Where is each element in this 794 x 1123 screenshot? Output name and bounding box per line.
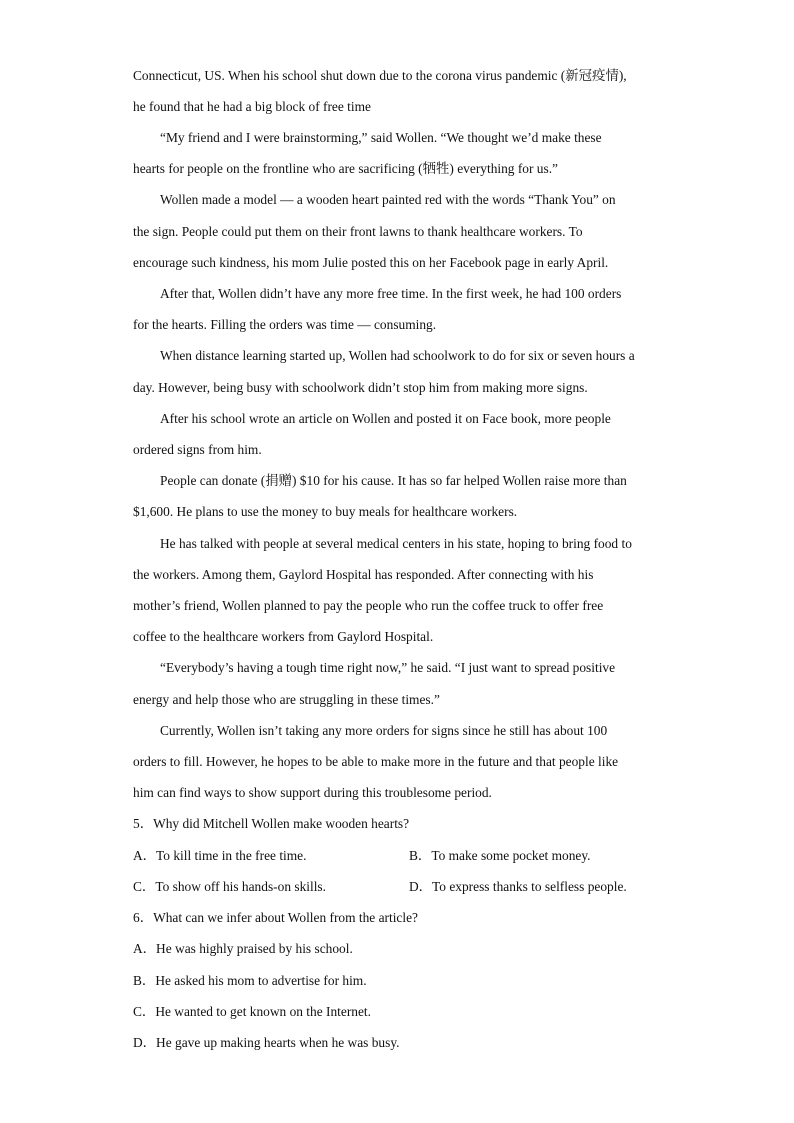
passage-line: After his school wrote an article on Wollen and posted it on Face book, more people (160, 411, 611, 426)
question-6-option-c: C．He wanted to get known on the Internet. (133, 1004, 371, 1019)
question-6-stem: 6．What can we infer about Wollen from the article? (133, 910, 418, 925)
passage-line: “My friend and I were brainstorming,” said Wollen. “We thought we’d make these (160, 130, 602, 145)
passage-line: People can donate (捐赠) $10 for his cause. It has so far helped Wollen raise more than (160, 473, 627, 488)
question-6-option-d: D．He gave up making hearts when he was busy. (133, 1035, 400, 1050)
passage-line: Currently, Wollen isn’t taking any more orders for signs since he still has about 100 (160, 723, 608, 738)
question-5-stem: 5．Why did Mitchell Wollen make wooden hearts? (133, 816, 410, 831)
question-6-option-a: A．He was highly praised by his school. (133, 941, 353, 956)
passage-line: him can find ways to show support during this troublesome period. (133, 785, 492, 800)
passage-line: the workers. Among them, Gaylord Hospital has responded. After connecting with his (133, 567, 594, 582)
passage-line: ordered signs from him. (133, 442, 262, 457)
passage-line: day. However, being busy with schoolwork didn’t stop him from making more signs. (133, 380, 588, 395)
question-5-option-d: D．To express thanks to selfless people. (409, 879, 627, 894)
question-5-option-b: B．To make some pocket money. (409, 848, 591, 863)
passage-line: When distance learning started up, Wollen had schoolwork to do for six or seven hours a (160, 348, 635, 363)
passage-line: He has talked with people at several medical centers in his state, hoping to bring food to (160, 536, 632, 551)
passage-line: “Everybody’s having a tough time right now,” he said. “I just want to spread positive (160, 660, 616, 675)
passage-line: $1,600. He plans to use the money to buy meals for healthcare workers. (133, 504, 518, 519)
passage-line: coffee to the healthcare workers from Gaylord Hospital. (133, 629, 434, 644)
passage-line: he found that he had a big block of free time (133, 99, 371, 114)
passage-line: Wollen made a model — a wooden heart painted red with the words “Thank You” on (160, 192, 616, 207)
passage-line: the sign. People could put them on their front lawns to thank healthcare workers. To (133, 224, 583, 239)
passage-line: energy and help those who are struggling in these times.” (133, 692, 440, 707)
passage-line: mother’s friend, Wollen planned to pay the people who run the coffee truck to offer free (133, 598, 604, 613)
passage-line: hearts for people on the frontline who are sacrificing (牺牲) everything for us.” (133, 161, 559, 176)
passage-line: encourage such kindness, his mom Julie posted this on her Facebook page in early April. (133, 255, 609, 270)
question-6-option-b: B．He asked his mom to advertise for him. (133, 973, 367, 988)
question-5-option-a: A．To kill time in the free time. (133, 848, 307, 863)
passage-line: Connecticut, US. When his school shut down due to the corona virus pandemic (新冠疫情), (133, 68, 627, 83)
question-5-option-c: C．To show off his hands-on skills. (133, 879, 326, 894)
passage-line: for the hearts. Filling the orders was time — consuming. (133, 317, 437, 332)
passage-line: After that, Wollen didn’t have any more free time. In the first week, he had 100 orders (160, 286, 622, 301)
passage-line: orders to fill. However, he hopes to be able to make more in the future and that people like (133, 754, 619, 769)
